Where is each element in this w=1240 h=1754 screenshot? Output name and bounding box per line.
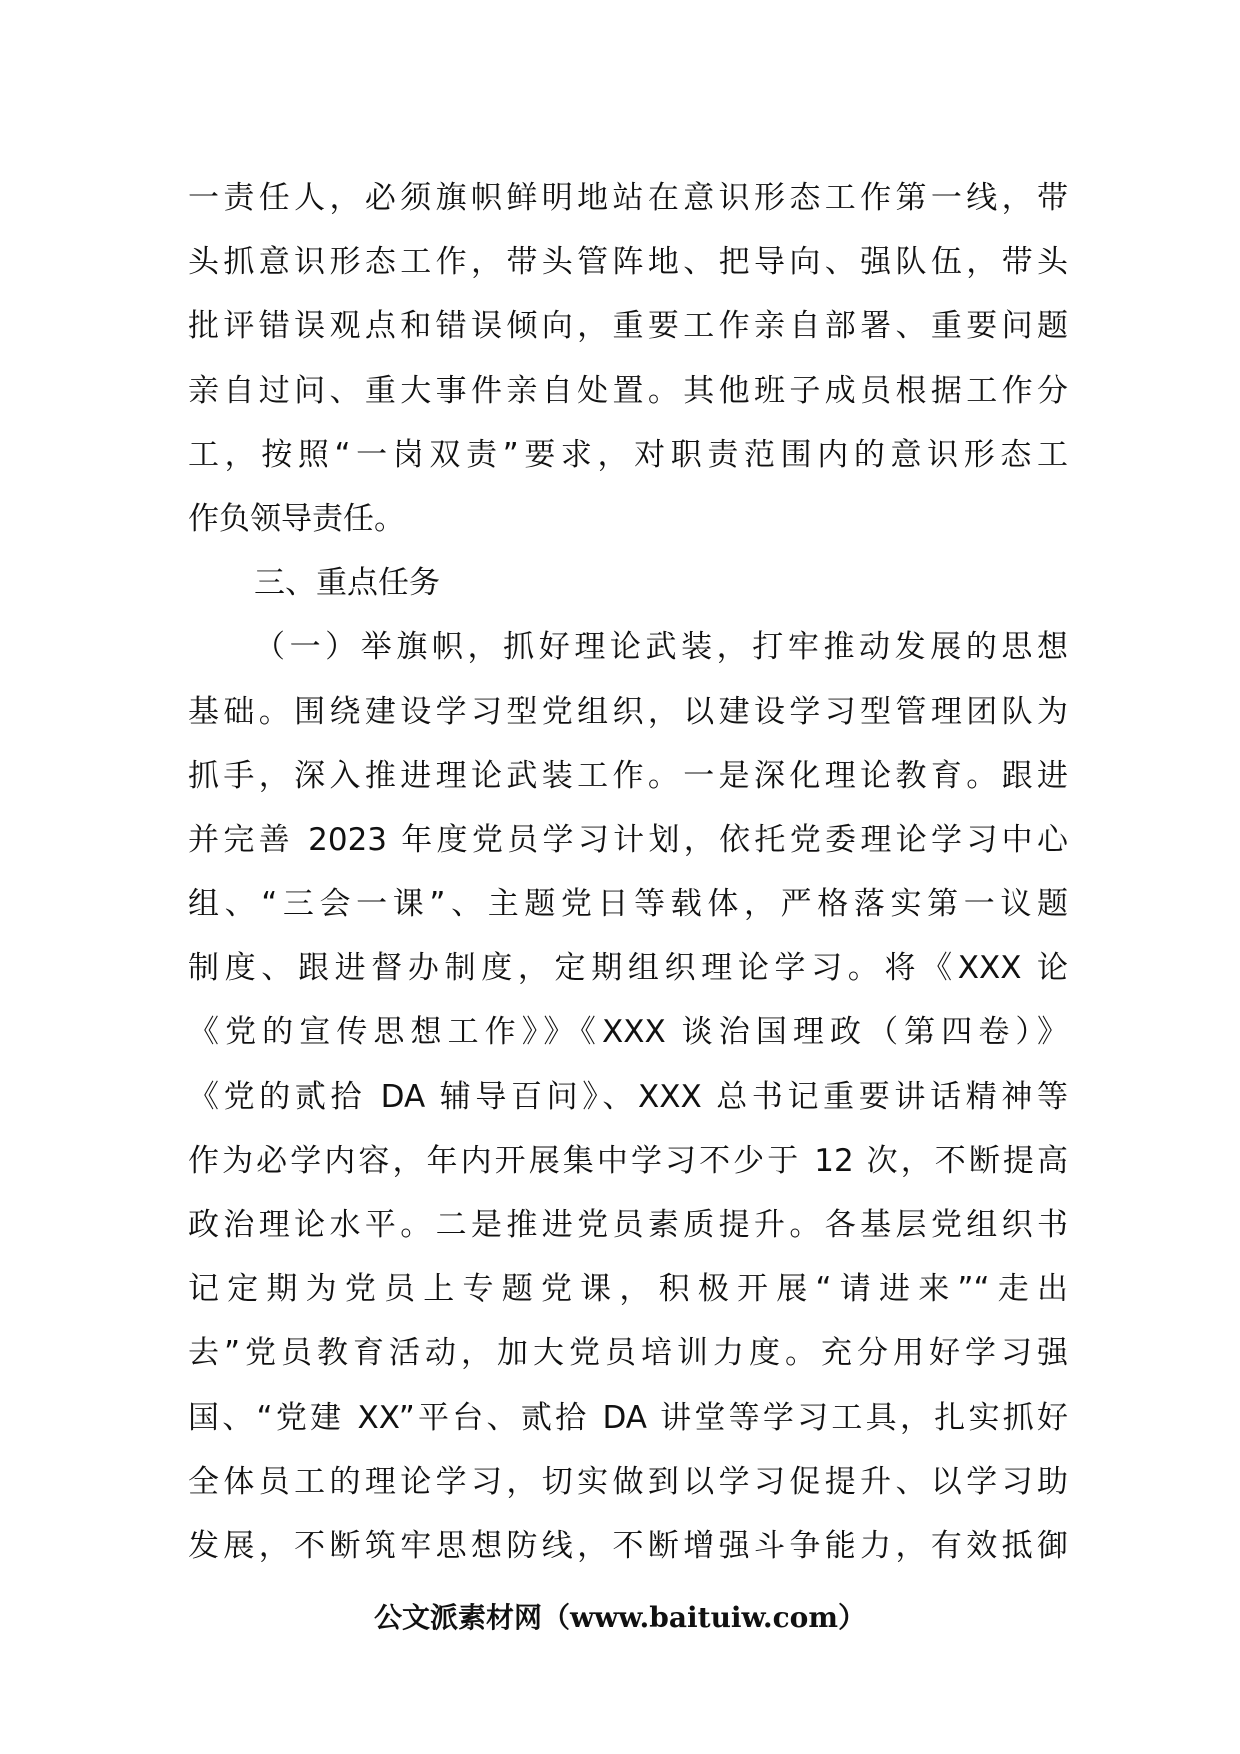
body-line: 作负领导责任。 — [188, 500, 405, 537]
document-body — [188, 166, 1068, 1578]
body-line: 去”党员教育活动，加大党员培训力度。充分用好学习强 — [188, 1335, 1068, 1372]
body-line: 全体员工的理论学习，切实做到以学习促提升、以学习助 — [188, 1463, 1068, 1500]
body-line: 记定期为党员上专题党课，积极开展“请进来”“走出 — [188, 1271, 1068, 1308]
body-line: 组、“三会一课”、主题党日等载体，严格落实第一议题 — [188, 886, 1068, 923]
body-line: 工，按照“一岗双责”要求，对职责范围内的意识形态工 — [188, 436, 1068, 473]
footer-watermark: 公文派素材网（www.baituiw.com） — [374, 1601, 866, 1634]
body-line: 头抓意识形态工作，带头管阵地、把导向、强队伍，带头 — [188, 244, 1068, 281]
body-line: 作为必学内容，年内开展集中学习不少于 12 次，不断提高 — [188, 1142, 1068, 1179]
body-line: 发展，不断筑牢思想防线，不断增强斗争能力，有效抵御 — [188, 1527, 1068, 1564]
body-line: 一责任人，必须旗帜鲜明地站在意识形态工作第一线，带 — [188, 180, 1068, 216]
body-line: 《党的贰拾 DA 辅导百问》、XXX 总书记重要讲话精神等 — [188, 1078, 1068, 1115]
body-line: 基础。围绕建设学习型党组织，以建设学习型管理团队为 — [188, 693, 1068, 730]
body-line: 并完善 2023 年度党员学习计划，依托党委理论学习中心 — [188, 821, 1068, 858]
subsection-heading-line: （一）举旗帜，抓好理论武装，打牢推动发展的思想 — [254, 629, 1068, 666]
body-line: 政治理论水平。二是推进党员素质提升。各基层党组织书 — [188, 1207, 1068, 1243]
section-heading: 三、重点任务 — [254, 565, 440, 602]
body-line: 《党的宣传思想工作》》《XXX 谈治国理政（第四卷）》 — [188, 1014, 1068, 1051]
body-line: 亲自过问、重大事件亲自处置。其他班子成员根据工作分 — [188, 372, 1068, 409]
body-line: 抓手，深入推进理论武装工作。一是深化理论教育。跟进 — [188, 757, 1068, 794]
body-line: 制度、跟进督办制度，定期组织理论学习。将《XXX 论 — [188, 950, 1068, 987]
body-line: 批评错误观点和错误倾向，重要工作亲自部署、重要问题 — [188, 308, 1068, 345]
body-line: 国、“党建 XX”平台、贰拾 DA 讲堂等学习工具，扎实抓好 — [188, 1399, 1068, 1436]
